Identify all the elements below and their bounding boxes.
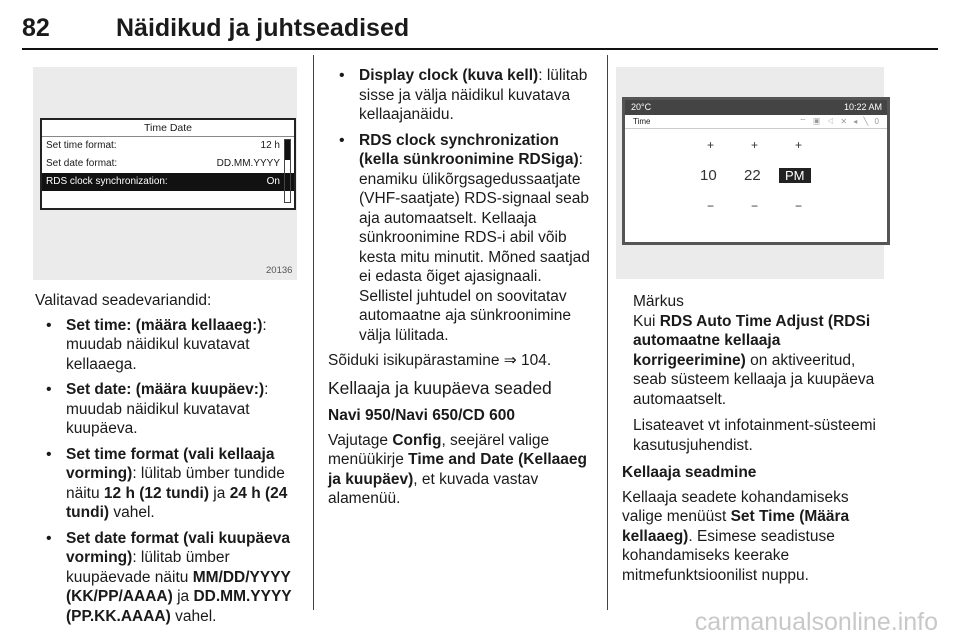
list-item: • Display clock (kuva kell): lülitab sisse ja välja näidikul kuvatava kellaajanäidu. [328,66,596,125]
list-item: • Set date format (vali kuupäeva vorming): lülitab ümber kuupäevade näitu MM/DD/YYYY (KK/PP/AAAA) ja DD.MM.YYYY (PP.KK.AAAA) vahel. [35,529,303,627]
cross-reference: Sõiduki isikupärastamine ⇒ 104. [328,352,552,369]
ampm-value: PM [779,168,811,183]
set-time-screen [622,97,890,245]
hour-increase-icon: + [707,138,715,152]
watermark: carmanualsonline.info [694,608,938,636]
temperature: 20°C [631,102,652,112]
list-item: • Set time format (vali kellaaja vorming): lülitab ümber tundide näitu 12 h (12 tundi) ja 24 h (24 tundi) vahel. [35,445,303,523]
scrollbar [284,139,291,203]
section-heading: Kellaaja ja kuupäeva seaded [328,377,552,398]
column-2 [328,66,596,514]
time-date-screen [40,118,296,210]
list-item: • RDS clock synchronization (kella sünkroonimine RDSiga): enamiku ülikõrgsagedussaatjate (VHF-saatjate) RDS-signaal seab aja automaatselt. Kellaaja sünkroonimine RDS-i abil võib kesta mitu minutit. Mõned saatjad ei edasta õiget ajasignaali. Sellistel juhtudel on soovitatav automaatne aja sünkroonimine välja lülitada. [328,131,596,346]
list-item: • Set time: (määra kellaaeg:): muudab näidikul kuvatavat kellaaega. [35,316,303,375]
column-3 [622,292,888,590]
menu-row-selected: RDS clock synchronization: On [42,173,294,191]
status-bar [625,100,887,115]
paragraph: Kellaaja seadete kohandamiseks valige menüüst Set Time (Määra kellaaeg). Esimese seadistuse kohandamiseks keerake mitmefunktsioonilist nuppu. [622,488,850,584]
ampm-decrease-icon: − [795,199,803,213]
ampm-increase-icon: + [795,138,803,152]
column-1 [35,291,303,632]
clock: 10:22 AM [843,102,882,112]
note-title: Märkus [633,293,684,310]
note-box [622,292,888,455]
status-icons: ⌔ ▣ ◁ ✕ ◂ ╲ 0 [799,117,881,126]
column-divider [313,55,314,610]
note-text: Kui RDS Auto Time Adjust (RDSi automaatne kellaaja korrigeerimine) on aktiveeritud, seab süsteem kellaaja ja kuupäeva automaatselt. [633,312,875,408]
minute-increase-icon: + [751,138,759,152]
note-text: Lisateavet vt infotainment-süsteemi kasutusjuhendist. [633,417,876,454]
menu-row: Set date format: DD.MM.YYYY [46,158,280,169]
page-title: Näidikud ja juhtseadised [116,14,410,42]
minute-decrease-icon: − [751,199,759,213]
column-divider [607,55,608,610]
hour-value: 10 [700,167,717,184]
page-number: 82 [22,14,50,42]
subheading: Navi 950/Navi 650/CD 600 [328,407,515,424]
hour-decrease-icon: − [707,199,715,213]
subheading: Kellaaja seadmine [622,464,757,481]
page-header [22,8,938,50]
minute-value: 22 [744,167,761,184]
paragraph: Vajutage Config, seejärel valige menüükirje Time and Date (Kellaaeg ja kuupäev), et kuvada vastav alamenüü. [328,431,588,507]
screen-title: Time Date [42,120,294,137]
intro-text: Valitavad seadevariandid: [35,292,212,309]
list-item: • Set date: (määra kuupäev:): muudab näidikul kuvatavat kuupäeva. [35,380,303,439]
menu-row: Set time format: 12 h [46,140,280,151]
figure-number: 20136 [266,265,293,276]
screen-subtitle: Time ⌔ ▣ ◁ ✕ ◂ ╲ 0 [625,115,887,129]
